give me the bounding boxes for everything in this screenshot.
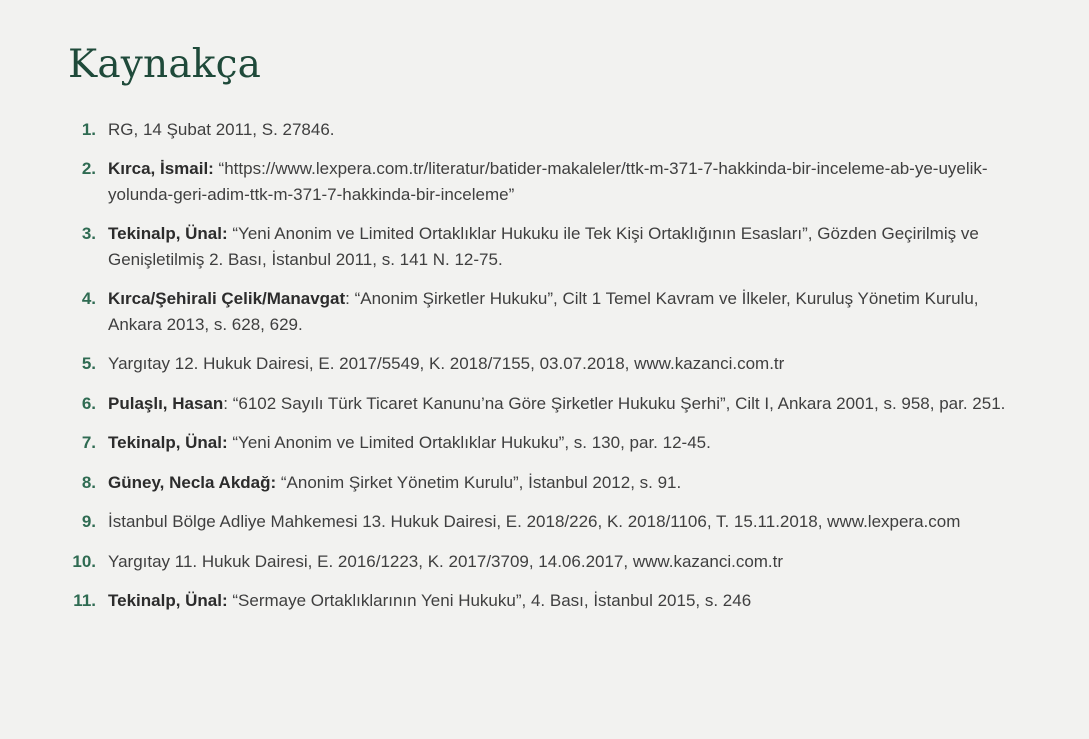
reference-text <box>108 286 1013 337</box>
list-item <box>68 117 1019 143</box>
reference-number: 8. <box>81 472 96 492</box>
list-item <box>68 391 1019 417</box>
page-title: Kaynakça <box>68 42 262 87</box>
reference-body: “Yeni Anonim ve Limited Ortaklıklar Hukuku”, s. 130, par. 12-45. <box>227 433 711 453</box>
reference-text <box>108 117 1013 143</box>
list-item <box>68 549 1019 575</box>
reference-body: “Anonim Şirket Yönetim Kurulu”, İstanbul 2012, s. 91. <box>276 472 682 492</box>
reference-body: Yargıtay 12. Hukuk Dairesi, E. 2017/5549, K. 2018/7155, 03.07.2018, www.kazanci.com.tr <box>108 354 785 374</box>
reference-number: 5. <box>81 354 96 374</box>
reference-number: 6. <box>81 393 96 413</box>
reference-list <box>68 117 1019 614</box>
reference-number: 7. <box>81 433 96 453</box>
reference-text <box>108 549 1013 575</box>
reference-text <box>108 509 1013 535</box>
reference-body: RG, 14 Şubat 2011, S. 27846. <box>108 119 335 139</box>
reference-number: 10. <box>72 551 96 571</box>
list-item <box>68 156 1019 207</box>
reference-author: Güney, Necla Akdağ: <box>108 472 277 492</box>
reference-body: İstanbul Bölge Adliye Mahkemesi 13. Hukuk Dairesi, E. 2018/226, K. 2018/1106, T. 15.11.2018, www.lexpera.com <box>108 512 961 532</box>
list-item <box>68 470 1019 496</box>
reference-author: Tekinalp, Ünal: <box>108 224 228 244</box>
reference-number: 1. <box>81 119 96 139</box>
reference-author: Kırca, İsmail: <box>108 159 214 179</box>
reference-author: Pulaşlı, Hasan <box>108 393 224 413</box>
reference-text <box>108 391 1013 417</box>
reference-body: : “Anonim Şirketler Hukuku”, Cilt 1 Temel Kavram ve İlkeler, Kuruluş Yönetim Kurulu, Ankara 2013, s. 628, 629. <box>108 289 979 334</box>
reference-text <box>108 430 1013 456</box>
reference-body: “https://www.lexpera.com.tr/literatur/batider-makaleler/ttk-m-371-7-hakkinda-bir-inceleme-ab-ye-uyelik-yolunda-geri-adim-ttk-m-371-7-hakkinda-bir-inceleme” <box>108 159 988 204</box>
reference-body: Yargıtay 11. Hukuk Dairesi, E. 2016/1223, K. 2017/3709, 14.06.2017, www.kazanci.com.tr <box>108 551 784 571</box>
list-item <box>68 286 1019 337</box>
reference-text <box>108 156 1013 207</box>
reference-text <box>108 221 1013 272</box>
list-item <box>68 509 1019 535</box>
reference-body: : “6102 Sayılı Türk Ticaret Kanunu’na Göre Şirketler Hukuku Şerhi”, Cilt I, Ankara 2001, s. 958, par. 251. <box>223 393 1006 413</box>
list-item <box>68 430 1019 456</box>
reference-number: 11. <box>73 591 96 611</box>
reference-author: Tekinalp, Ünal: <box>108 433 228 453</box>
reference-text <box>108 470 1013 496</box>
list-item <box>68 351 1019 377</box>
list-item <box>68 588 1019 614</box>
reference-number: 9. <box>81 512 96 532</box>
reference-author: Tekinalp, Ünal: <box>108 591 228 611</box>
reference-number: 3. <box>81 224 96 244</box>
reference-text <box>108 588 1013 614</box>
reference-number: 4. <box>81 289 96 309</box>
reference-text <box>108 351 1013 377</box>
reference-body: “Sermaye Ortaklıklarının Yeni Hukuku”, 4. Bası, İstanbul 2015, s. 246 <box>227 591 752 611</box>
list-item <box>68 221 1019 272</box>
reference-number: 2. <box>81 159 96 179</box>
reference-author: Kırca/Şehirali Çelik/Manavgat <box>108 289 346 309</box>
reference-body: “Yeni Anonim ve Limited Ortaklıklar Hukuku ile Tek Kişi Ortaklığının Esasları”, Gözden Geçirilmiş ve Genişletilmiş 2. Bası, İstanbul 2011, s. 141 N. 12-75. <box>108 224 979 269</box>
